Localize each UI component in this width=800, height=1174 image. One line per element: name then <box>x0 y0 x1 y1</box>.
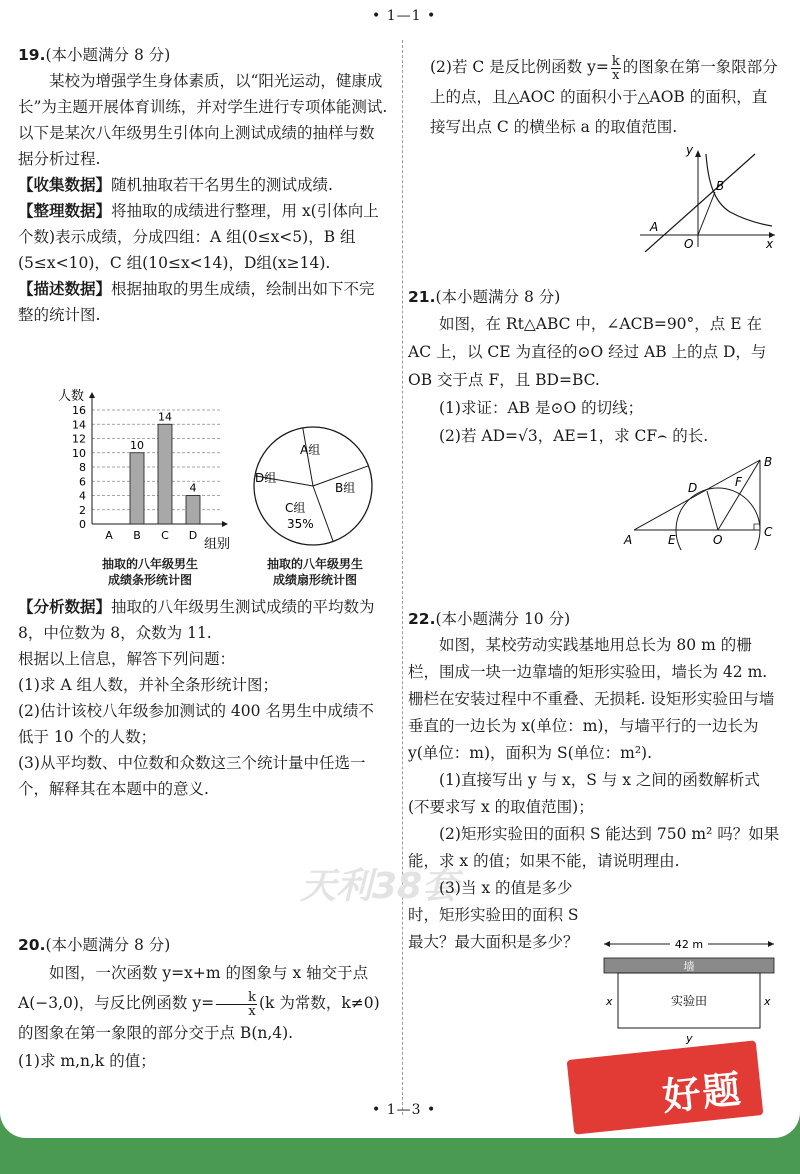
q19-describe-tag: 【描述数据】 <box>18 279 112 298</box>
q21-segment-ob <box>718 460 760 530</box>
q19-describe-text: 根据抽取的男生成绩，绘制出如下不完整的统计图. <box>18 280 375 324</box>
bar-chart-x-arrow <box>222 521 228 527</box>
q22-y-bottom: y <box>686 1032 693 1045</box>
bar-chart-x-tick-d: D <box>188 529 198 542</box>
question-21 <box>408 284 780 450</box>
q21-segment-od <box>707 491 718 530</box>
bar-chart-x-tick-b: B <box>133 529 141 542</box>
q19-organize <box>18 198 388 276</box>
q22-field-label: 实验田 <box>670 994 708 1008</box>
q21-heading <box>408 284 780 310</box>
bar-chart-y-tick-label: 2 <box>79 503 86 517</box>
q20-frac2-den: x <box>612 67 620 83</box>
bar-chart <box>40 382 245 562</box>
q22-width-label: 42 m <box>674 938 704 951</box>
q21-right-angle <box>754 524 760 530</box>
bar-chart-y-tick-label: 8 <box>79 461 86 474</box>
bar-chart-y-tick-label: 16 <box>72 404 86 417</box>
q22-arrowhead-right <box>768 941 774 947</box>
q22-sub3: (3)当 x 的值是多少时，矩形实验田的面积 S 最大？最大面积是多少？ <box>408 879 579 951</box>
question-19 <box>18 42 388 328</box>
pie-label-c-percent: 35% <box>287 517 314 531</box>
q22-sub1: (1)直接写出 y 与 x，S 与 x 之间的函数解析式(不要求写 x 的取值范围)； <box>408 771 760 816</box>
q20-frac-den: x <box>248 1003 256 1019</box>
q20-intro <box>18 958 388 1048</box>
page-number-bottom: • 1—3 • <box>372 1102 437 1118</box>
q20-frac2-num: k <box>611 53 620 69</box>
question-20-part2 <box>430 52 780 142</box>
q20-fig-o: O <box>684 237 694 251</box>
bar-chart-y-tick-label: 14 <box>72 418 86 432</box>
q20-score: (本小题满分 8 分) <box>45 936 171 954</box>
q20-sub1: (1)求 m,n,k 的值； <box>18 1052 156 1070</box>
bar-c <box>158 424 172 524</box>
bar-chart-grid <box>92 410 220 510</box>
q21-fig-f: F <box>735 475 742 489</box>
q19-lead: 根据以上信息，解答下列问题： <box>18 650 236 668</box>
pie-label-b: B组 <box>335 481 356 495</box>
q19-analyze-text: 抽取的八年级男生测试成绩的平均数为 8，中位数为 8，众数为 11. <box>18 598 375 642</box>
q20-fig-y: y <box>686 143 694 157</box>
bar-chart-y-tick-label: 0 <box>79 518 86 531</box>
column-divider <box>402 40 403 1115</box>
q21-number: 21. <box>408 288 436 306</box>
q20-y-arrow <box>695 150 701 157</box>
q22-x-left: x <box>606 995 613 1008</box>
q21-score: (本小题满分 8 分) <box>435 288 561 306</box>
q19-score: (本小题满分 8 分) <box>45 46 171 64</box>
bar-chart-y-ticks <box>72 404 86 531</box>
q19-collect <box>18 172 388 198</box>
bar-chart-x-tick-a: A <box>105 529 113 542</box>
pie-chart-caption-line2: 成绩扇形统计图 <box>272 573 357 587</box>
bar-d <box>186 496 200 525</box>
q20-number: 20. <box>18 936 46 954</box>
q20-fig-a: A <box>650 220 659 234</box>
q20-sub2-a: (2)若 C 是反比例函数 y= <box>430 58 609 76</box>
q21-fig-d: D <box>688 481 698 495</box>
q21-fig-c: C <box>764 525 773 539</box>
q21-fig-b: B <box>764 455 773 469</box>
bar-chart-y-tick-label: 12 <box>72 432 86 446</box>
pie-label-a: A组 <box>300 443 321 457</box>
bar-chart-x-ticks <box>105 529 197 542</box>
bar-chart-ylabel: 人数 <box>58 389 85 404</box>
q22-sub2: (2)矩形实验田的面积 S 能达到 750 m² 吗？如果能，求 x 的值；如果不能，请说明理由. <box>408 825 780 870</box>
bar-chart-y-tick-label: 4 <box>79 489 86 503</box>
q22-heading <box>408 606 780 632</box>
pie-chart-caption <box>245 556 385 588</box>
q21-fig-e: E <box>668 533 676 547</box>
q20-segment-ob <box>698 192 715 235</box>
q21-sub1: (1)求证：AB 是⊙O 的切线； <box>439 399 644 417</box>
q20-sub2-b: 的图象在第一象限部分上的点，且△AOC 的面积小于△AOB 的面积，直接写出点 C 的横坐标 a 的取值范围. <box>430 58 778 136</box>
q21-fig-o: O <box>713 533 723 547</box>
q22-wall-label: 墙 <box>683 960 695 973</box>
question-19-part2 <box>18 594 388 802</box>
bar-chart-x-tick-c: C <box>161 529 169 542</box>
pie-chart-caption-line1: 抽取的八年级男生 <box>266 557 363 571</box>
q22-x-right: x <box>764 995 771 1008</box>
bar-b <box>130 453 144 524</box>
q21-figure <box>622 450 782 550</box>
q20-heading <box>18 932 388 958</box>
q20-fig-b: B <box>716 179 725 193</box>
question-20 <box>18 932 388 1074</box>
q20-frac-num: k <box>216 991 257 1005</box>
q19-intro: 某校为增强学生身体素质，以“阳光运动，健康成长”为主题开展体育训练，并对学生进行专项体能测试. 以下是某次八年级男生引体向上测试成绩的抽样与数据分析过程. <box>18 72 388 168</box>
watermark: 天利38套 <box>300 866 459 907</box>
q19-organize-tag: 【整理数据】 <box>18 201 112 220</box>
q20-line <box>645 154 755 252</box>
bar-chart-xlabel: 组别 <box>204 537 231 552</box>
q21-fig-a: A <box>624 533 633 547</box>
pie-chart <box>240 420 390 560</box>
q19-sub2: (2)估计该校八年级参加测试的 400 名男生中成绩不低于 10 个的人数； <box>18 702 374 746</box>
q21-intro: 如图，在 Rt△ABC 中，∠ACB=90°，点 E 在 AC 上，以 CE 为直径的⊙O 经过 AB 上的点 D，与 OB 交于点 F，且 BD=BC. <box>408 315 767 389</box>
bar-chart-y-tick-label: 10 <box>72 446 86 460</box>
q19-analyze <box>18 594 388 646</box>
pie-label-d: D组 <box>255 471 277 485</box>
q22-number: 22. <box>408 610 436 628</box>
good-question-stamp-text: 好题 <box>660 1066 745 1120</box>
q19-heading <box>18 42 388 68</box>
q22-intro: 如图，某校劳动实践基地用总长为 80 m 的栅栏，围成一块一边靠墙的矩形实验田，墙长为 42 m. 栅栏在安装过程中不重叠、无损耗. 设矩形实验田与墙垂直的一边长为 x(单位：m)，与墙平行的一边长为 y(单位：m)，面积为 S(单位：m²). <box>408 636 775 762</box>
q19-sub3: (3)从平均数、中位数和众数这三个统计量中任选一个，解释其在本题中的意义. <box>18 754 366 798</box>
bar-chart-caption-line2: 成绩条形统计图 <box>107 573 192 587</box>
q20-figure <box>620 142 780 252</box>
q20-fraction-k-over-x <box>216 991 257 1018</box>
q22-figure <box>598 936 778 1048</box>
bar-data-label-b: 10 <box>130 438 144 452</box>
q19-describe <box>18 276 388 328</box>
bar-data-label-c: 14 <box>158 410 172 424</box>
q19-number: 19. <box>18 46 46 64</box>
pie-label-c: C组 <box>285 501 306 515</box>
q19-sub1: (1)求 A 组人数，并补全条形统计图； <box>18 676 279 694</box>
q20-fraction-k-over-x-2 <box>611 55 621 82</box>
q20-fig-x: x <box>766 237 774 251</box>
q22-score: (本小题满分 10 分) <box>435 610 571 628</box>
q20-intro-b: (k 为常数，k≠0)的图象在第一象限的部分交于点 B(n,4). <box>18 994 380 1042</box>
bar-chart-caption-line1: 抽取的八年级男生 <box>101 557 198 571</box>
q21-sub2: (2)若 AD=√3，AE=1，求 CF⌢ 的长. <box>439 427 709 445</box>
q19-collect-text: 随机抽取若干名男生的测试成绩. <box>111 176 333 194</box>
q19-collect-tag: 【收集数据】 <box>18 175 112 194</box>
bar-chart-caption <box>80 556 220 588</box>
q19-organize-text: 将抽取的成绩进行整理，用 x(引体向上个数)表示成绩，分成四组：A 组(0≤x<5)，B 组(5≤x<10)，C 组(10≤x<14)，D组(x≥14). <box>18 202 379 272</box>
bar-chart-y-tick-label: 6 <box>79 475 86 489</box>
q19-analyze-tag: 【分析数据】 <box>18 597 112 616</box>
q22-arrowhead-left <box>604 941 610 947</box>
q20-sub2 <box>430 52 780 142</box>
bar-data-label-d: 4 <box>189 481 197 495</box>
page-number-top: • 1—1 • <box>372 8 437 24</box>
bar-chart-y-arrow <box>89 392 95 398</box>
q20-intro-a: 如图，一次函数 y=x+m 的图象与 x 轴交于点 A(−3,0)，与反比例函数 y= <box>18 964 369 1012</box>
question-22 <box>408 606 780 956</box>
